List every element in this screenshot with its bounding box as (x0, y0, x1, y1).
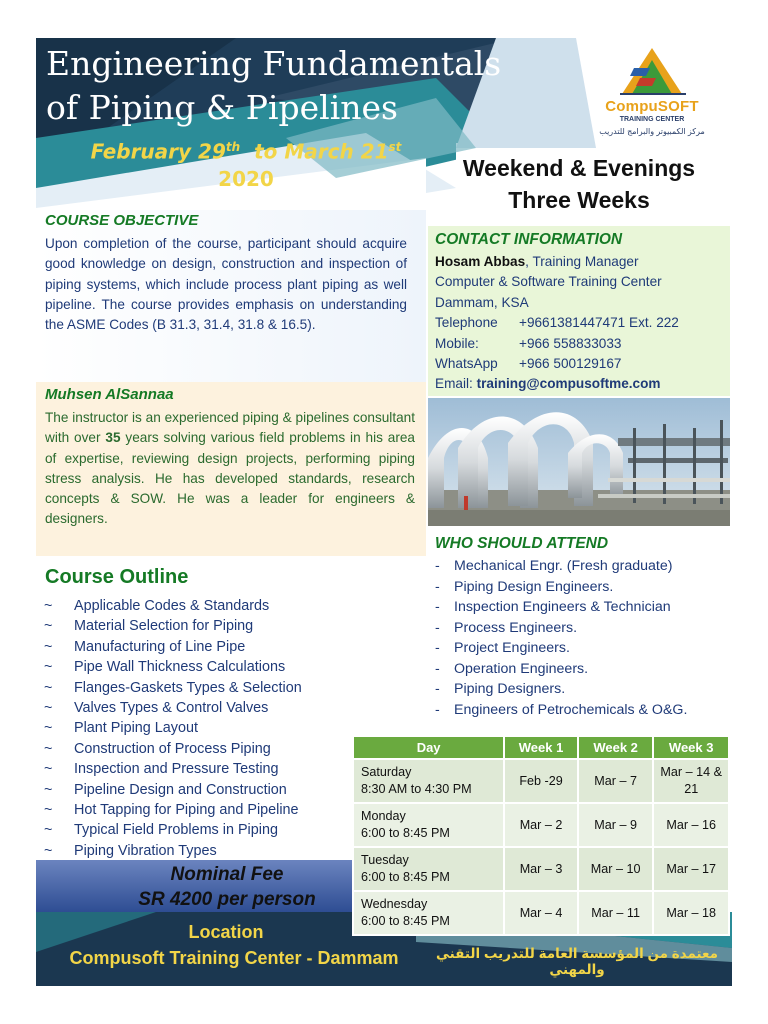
outline-bullet: ~ (44, 679, 53, 696)
attendee-item-label: Piping Design Engineers. (454, 578, 614, 595)
outline-item-label: Material Selection for Piping (74, 618, 254, 635)
outline-item (44, 759, 302, 779)
week3-cell: Mar – 17 (653, 847, 729, 891)
accreditation-text: معتمدة من المؤسسة العامة للتدريب التقني والمهني (435, 946, 719, 977)
outline-item-label: Piping Vibration Types (74, 842, 217, 859)
course-outline-list (44, 596, 302, 861)
schedule-table (352, 735, 730, 936)
week2-cell: Mar – 7 (578, 759, 654, 803)
course-flyer (36, 38, 732, 986)
table-row (353, 891, 729, 935)
telephone-label: Telephone (435, 315, 498, 331)
outline-item-label: Typical Field Problems in Piping (74, 822, 278, 839)
outline-item-label: Hot Tapping for Piping and Pipeline (74, 801, 299, 818)
whatsapp-value: +966 500129167 (519, 356, 622, 372)
date-range (56, 134, 436, 166)
day-cell (353, 847, 504, 891)
attendee-item (435, 700, 725, 721)
outline-item (44, 698, 302, 718)
week2-cell: Mar – 9 (578, 803, 654, 847)
table-row (353, 803, 729, 847)
course-title-line2: of Piping & Pipelines (46, 88, 398, 127)
date-from-suffix: th (225, 140, 241, 154)
outline-item (44, 841, 302, 861)
attendee-item (435, 638, 725, 659)
instructor-bio (45, 408, 415, 530)
instructor-years: 35 (105, 430, 121, 446)
table-row (353, 759, 729, 803)
course-year: 2020 (218, 166, 274, 191)
week3-cell: Mar – 16 (653, 803, 729, 847)
column-header-day: Day (353, 736, 504, 759)
course-objective-text: Upon completion of the course, participant should acquire good knowledge on design, construction and inspection of piping systems, which include process plant piping as well pipeline. The course provides emphasis on understanding the ASME Codes (B 31.3, 31.4, 31.8 & 16.5). (45, 236, 407, 333)
schedule-banner (428, 146, 730, 224)
outline-bullet: ~ (44, 822, 53, 839)
location-label: Location (188, 922, 264, 942)
outline-item-label: Construction of Process Piping (74, 740, 271, 757)
attendee-item (435, 679, 725, 700)
outline-item (44, 820, 302, 840)
outline-bullet: ~ (44, 659, 53, 676)
contact-mobile (435, 334, 723, 354)
outline-bullet: ~ (44, 598, 53, 614)
contact-heading: CONTACT INFORMATION (435, 231, 623, 248)
outline-bullet: ~ (44, 740, 53, 757)
location-name: Compusoft Training Center - Dammam (69, 948, 399, 968)
who-should-attend-heading: WHO SHOULD ATTEND (435, 535, 609, 552)
contact-whatsapp (435, 354, 723, 374)
column-header-week1: Week 1 (504, 736, 578, 759)
instructor-bio-part1: The instructor is an experienced piping & pipelines consultant with over (45, 410, 415, 446)
course-outline-section (36, 558, 396, 858)
schedule-header-row (353, 736, 729, 759)
course-title-line1: Engineering Fundamentals (46, 44, 502, 83)
contact-person-role: , Training Manager (525, 254, 639, 269)
day-name: Saturday (361, 765, 412, 779)
day-time: 6:00 to 8:45 PM (361, 826, 450, 840)
instructor-bio-part2: years solving various field problems in his area of expertise, reviewing design projects, performing piping stress analysis. He has developed standards, research concepts & SOW. He was a leader for engineers & designers. (45, 430, 415, 527)
day-cell (353, 803, 504, 847)
attendee-bullet: - (435, 640, 440, 656)
contact-email (435, 374, 723, 394)
date-to-suffix: st (388, 140, 402, 154)
compusoft-logo (590, 46, 714, 146)
outline-item-label: Manufacturing of Line Pipe (74, 638, 246, 655)
outline-item-label: Applicable Codes & Standards (74, 598, 270, 614)
attendee-item-label: Engineers of Petrochemicals & O&G. (454, 701, 688, 718)
outline-bullet: ~ (44, 618, 53, 635)
outline-bullet: ~ (44, 842, 53, 859)
course-objective-heading: COURSE OBJECTIVE (45, 212, 199, 229)
outline-item-label: Inspection and Pressure Testing (74, 761, 279, 778)
attendee-item-label: Mechanical Engr. (Fresh graduate) (454, 558, 673, 574)
outline-item-label: Pipe Wall Thickness Calculations (74, 659, 286, 676)
date-from: February 29 (90, 139, 226, 164)
course-dates (56, 134, 436, 193)
outline-item (44, 800, 302, 820)
week1-cell: Mar – 2 (504, 803, 578, 847)
outline-item (44, 739, 302, 759)
attendee-bullet: - (435, 681, 440, 697)
outline-bullet: ~ (44, 720, 53, 737)
day-cell (353, 759, 504, 803)
contact-telephone (435, 313, 723, 333)
mobile-label: Mobile: (435, 335, 479, 351)
schedule-banner-line2: Three Weeks (508, 187, 650, 213)
instructor-name: Muhsen AlSannaa (45, 386, 174, 403)
outline-item (44, 616, 302, 636)
outline-item-label: Plant Piping Layout (74, 720, 199, 737)
outline-item (44, 657, 302, 677)
attendee-item-label: Process Engineers. (454, 619, 578, 636)
telephone-value: +9661381447471 Ext. 222 (519, 315, 679, 331)
email-link[interactable]: training@compusoftme.com (476, 376, 661, 392)
outline-bullet: ~ (44, 699, 53, 716)
attendee-list (435, 556, 725, 720)
attendee-item-label: Operation Engineers. (454, 660, 589, 677)
day-name: Monday (361, 809, 406, 823)
day-name: Tuesday (361, 853, 409, 867)
date-to: to March 21 (254, 139, 389, 164)
contact-person (435, 252, 723, 272)
outline-item (44, 718, 302, 738)
attendee-bullet: - (435, 578, 440, 595)
week1-cell: Feb -29 (504, 759, 578, 803)
contact-section (428, 226, 730, 396)
fee-amount: SR 4200 per person (138, 889, 316, 910)
schedule-banner-line1: Weekend & Evenings (462, 155, 696, 181)
course-title (46, 42, 546, 130)
instructor-section (36, 382, 426, 556)
mobile-value: +966 558833033 (519, 335, 622, 351)
attendee-bullet: - (435, 599, 440, 615)
attendee-item-label: Inspection Engineers & Technician (454, 599, 671, 615)
outline-item (44, 780, 302, 800)
attendee-bullet: - (435, 619, 440, 636)
outline-item (44, 596, 302, 616)
logo-subtitle: TRAINING CENTER (619, 116, 685, 123)
fee-label: Nominal Fee (170, 864, 284, 885)
outline-item (44, 637, 302, 657)
attendee-bullet: - (435, 558, 440, 574)
outline-item-label: Flanges-Gaskets Types & Selection (74, 679, 302, 696)
whatsapp-label: WhatsApp (435, 356, 498, 372)
column-header-week3: Week 3 (653, 736, 729, 759)
who-should-attend-section (428, 528, 732, 733)
attendee-item (435, 577, 725, 598)
week1-cell: Mar – 3 (504, 847, 578, 891)
week3-cell: Mar – 14 & 21 (653, 759, 729, 803)
week3-cell: Mar – 18 (653, 891, 729, 935)
outline-bullet: ~ (44, 638, 53, 655)
column-header-week2: Week 2 (578, 736, 654, 759)
contact-organization: Computer & Software Training Center (435, 274, 662, 290)
email-label: Email: (435, 376, 473, 392)
outline-item (44, 678, 302, 698)
logo-brand-name: CompuSOFT (605, 98, 699, 115)
attendee-item-label: Project Engineers. (454, 640, 570, 656)
day-time: 6:00 to 8:45 PM (361, 914, 450, 928)
course-objective-section (36, 210, 426, 382)
outline-item-label: Pipeline Design and Construction (74, 781, 287, 798)
logo-arabic-name: مركز الكمبيوتر والبرامج للتدريب (599, 127, 705, 136)
outline-bullet: ~ (44, 761, 53, 778)
table-row (353, 847, 729, 891)
pipeline-plant-photo (428, 398, 730, 526)
attendee-item (435, 659, 725, 680)
week2-cell: Mar – 11 (578, 891, 654, 935)
attendee-item (435, 618, 725, 639)
attendee-item-label: Piping Designers. (454, 681, 566, 697)
contact-city: Dammam, KSA (435, 294, 529, 310)
attendee-bullet: - (435, 701, 440, 718)
course-outline-heading: Course Outline (45, 566, 189, 588)
outline-bullet: ~ (44, 801, 53, 818)
logo-mark-icon (590, 46, 714, 98)
day-time: 8:30 AM to 4:30 PM (361, 782, 472, 796)
day-cell (353, 891, 504, 935)
week2-cell: Mar – 10 (578, 847, 654, 891)
attendee-item (435, 556, 725, 577)
attendee-item (435, 597, 725, 618)
week1-cell: Mar – 4 (504, 891, 578, 935)
day-time: 6:00 to 8:45 PM (361, 870, 450, 884)
attendee-bullet: - (435, 660, 440, 677)
contact-person-name: Hosam Abbas (435, 254, 526, 269)
outline-item-label: Valves Types & Control Valves (74, 699, 269, 716)
day-name: Wednesday (361, 897, 428, 911)
outline-bullet: ~ (44, 781, 53, 798)
